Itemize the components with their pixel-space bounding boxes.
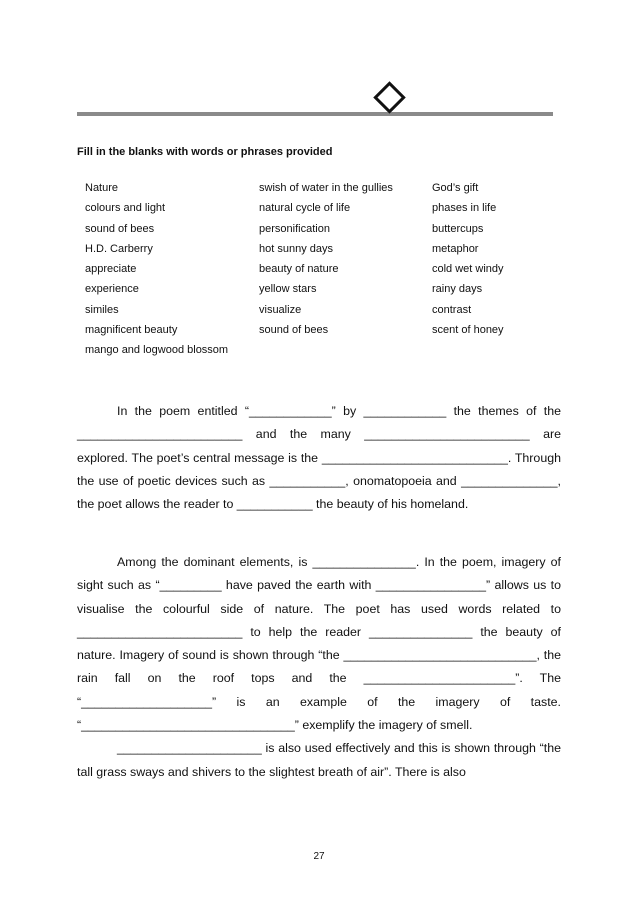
word-bank-item: experience (85, 283, 139, 296)
word-bank-item: H.D. Carberry (85, 242, 153, 255)
word-bank-item: visualize (259, 303, 302, 316)
word-bank-item: swish of water in the gullies (259, 182, 393, 194)
word-bank-column-2 (259, 178, 393, 340)
word-bank-item: Nature (85, 182, 119, 194)
word-bank-column-3 (432, 178, 504, 340)
word-bank-item: scent of honey (432, 324, 504, 337)
word-bank-item: buttercups (432, 222, 484, 235)
word-bank-item: phases in life (432, 202, 497, 215)
word-bank-item: rainy days (432, 283, 483, 296)
word-bank-item: metaphor (432, 242, 479, 255)
passage-paragraph-1 (77, 400, 561, 516)
word-bank-item: appreciate (85, 263, 137, 276)
word-bank-item: similes (85, 303, 119, 316)
word-bank-item: hot sunny days (259, 242, 333, 255)
paragraph-text: In the poem entitled “____________” by ____________ the themes of the ________________________ and the many ________________________ are explored. The poet’s central message is the ___________________________. Through the use of poetic devices such as ___________, onomatopoeia and ______________, the poet allows the reader to ___________ the beauty of his homeland. (77, 404, 561, 512)
word-bank-item: beauty of nature (259, 263, 339, 276)
header-rule (77, 112, 553, 116)
word-bank-item: personification (259, 222, 330, 235)
word-bank-item: colours and light (85, 202, 166, 215)
word-bank-item: sound of bees (259, 324, 329, 337)
word-bank-item: yellow stars (259, 283, 317, 296)
word-bank-column-1 (85, 178, 228, 361)
paragraph-text: Among the dominant elements, is _______________. In the poem, imagery of sight such as “_________ have paved the earth with ________________” allows us to visualise the colourful side of nature. The poet has used words related to ________________________ to help the reader _______________ the beauty of nature. Imagery of sound is shown through “the ____________________________, the rain fall on the roof tops and the ______________________”. The “___________________” is an example of the imagery of taste. “_______________________________” exemplify the imagery of smell. (77, 555, 561, 733)
word-bank-item: God’s gift (432, 182, 479, 194)
word-bank-item: magnificent beauty (85, 324, 178, 337)
word-bank-item: mango and logwood blossom (85, 344, 229, 357)
paragraph-text: _____________________ is also used effectively and this is shown through “the tall grass sways and shivers to the slightest breath of air”. There is also (77, 741, 561, 779)
diamond-icon (373, 81, 406, 114)
instructions-heading: Fill in the blanks with words or phrases provided (77, 146, 333, 158)
page-number: 27 (313, 851, 325, 862)
word-bank-item: sound of bees (85, 222, 155, 235)
passage-paragraph-2 (77, 551, 561, 784)
word-bank-item: contrast (432, 303, 472, 316)
word-bank-item: natural cycle of life (259, 202, 351, 215)
word-bank-item: cold wet windy (432, 263, 504, 276)
